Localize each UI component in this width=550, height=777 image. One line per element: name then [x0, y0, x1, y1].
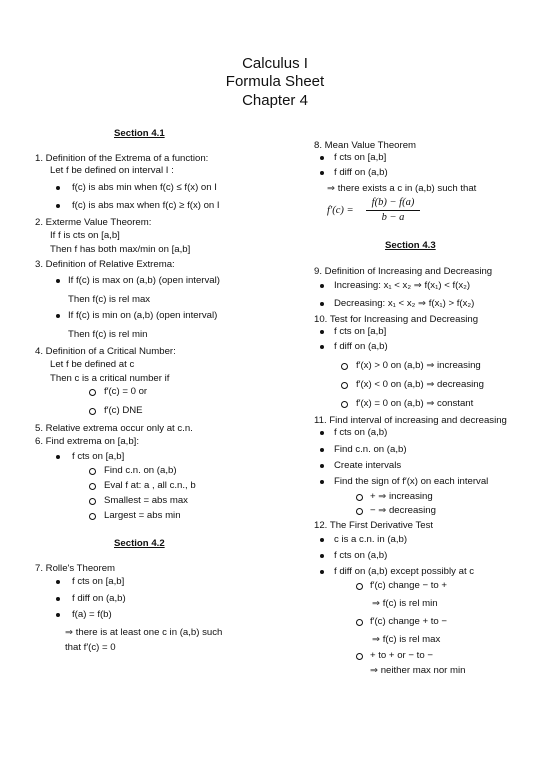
item-1a: Let f be defined on interval I : [50, 165, 174, 176]
circle-bullet-icon [341, 401, 348, 408]
mvt-formula-lhs: f′(c) = [327, 205, 354, 216]
item-9a: Increasing: x₁ < x₂ ⇒ f(x₁) < f(x₂) [334, 280, 471, 291]
item-4b: Then c is a critical number if [50, 373, 170, 384]
item-12e: ⇒ f(c) is rel min [372, 598, 438, 609]
item-6d: Smallest = abs max [104, 495, 188, 506]
section-4-2-heading: Section 4.2 [114, 538, 165, 549]
item-12d: f′(c) change − to + [370, 580, 447, 591]
item-11e: + ⇒ increasing [370, 491, 433, 502]
bullet-icon [320, 156, 324, 160]
item-5: 5. Relative extrema occur only at c.n. [35, 423, 193, 434]
bullet-icon [320, 570, 324, 574]
item-2b: Then f has both max/min on [a,b] [50, 244, 191, 255]
item-11b: Find c.n. on (a,b) [334, 444, 407, 455]
section-4-3-heading: Section 4.3 [385, 240, 436, 251]
bullet-icon [56, 314, 60, 318]
item-12a: c is a c.n. in (a,b) [334, 534, 408, 545]
item-9b: Decreasing: x₁ < x₂ ⇒ f(x₁) > f(x₂) [334, 298, 475, 309]
item-2: 2. Exterme Value Theorem: [35, 217, 152, 228]
title-line-1: Calculus I [242, 55, 308, 72]
title-line-3: Chapter 4 [242, 92, 308, 109]
section-4-1-heading: Section 4.1 [114, 128, 165, 139]
item-4a: Let f be defined at c [50, 359, 135, 370]
item-2a: If f is cts on [a,b] [50, 230, 120, 241]
bullet-icon [56, 186, 60, 190]
item-10c: f′(x) > 0 on (a,b) ⇒ increasing [356, 360, 481, 371]
item-11a: f cts on (a,b) [334, 427, 388, 438]
bullet-icon [56, 597, 60, 601]
bullet-icon [320, 538, 324, 542]
item-1c: f(c) is abs max when f(c) ≥ f(x) on I [72, 200, 220, 211]
item-4d: f′(c) DNE [104, 405, 143, 416]
item-8c: ⇒ there exists a c in (a,b) such that [327, 183, 477, 194]
title-line-2: Formula Sheet [225, 73, 325, 90]
item-7: 7. Rolle's Theorem [35, 563, 116, 574]
item-3: 3. Definition of Relative Extrema: [35, 259, 175, 270]
item-11: 11. Find interval of increasing and decreasing [314, 415, 507, 426]
item-10e: f′(x) = 0 on (a,b) ⇒ constant [356, 398, 474, 409]
item-6e: Largest = abs min [104, 510, 181, 521]
circle-bullet-icon [89, 513, 96, 520]
item-4: 4. Definition of a Critical Number: [35, 346, 176, 357]
item-12g: ⇒ f(c) is rel max [372, 634, 441, 645]
bullet-icon [320, 330, 324, 334]
circle-bullet-icon [356, 619, 363, 626]
circle-bullet-icon [89, 408, 96, 415]
circle-bullet-icon [341, 382, 348, 389]
fraction-bar [366, 210, 420, 211]
bullet-icon [56, 613, 60, 617]
item-6: 6. Find extrema on [a,b]: [35, 436, 139, 447]
circle-bullet-icon [89, 468, 96, 475]
circle-bullet-icon [356, 583, 363, 590]
item-3d: Then f(c) is rel min [68, 329, 148, 340]
item-7c: f(a) = f(b) [72, 609, 112, 620]
item-3a: If f(c) is max on (a,b) (open interval) [68, 275, 220, 286]
item-12b: f cts on (a,b) [334, 550, 388, 561]
item-7e: that f′(c) = 0 [65, 642, 116, 653]
item-6b: Find c.n. on (a,b) [104, 465, 177, 476]
item-8: 8. Mean Value Theorem [314, 140, 417, 151]
item-1: 1. Definition of the Extrema of a function: [35, 153, 209, 164]
item-8a: f cts on [a,b] [334, 152, 387, 163]
bullet-icon [320, 302, 324, 306]
item-3c: If f(c) is min on (a,b) (open interval) [68, 310, 218, 321]
item-10: 10. Test for Increasing and Decreasing [314, 314, 479, 325]
circle-bullet-icon [89, 498, 96, 505]
item-12i: ⇒ neither max nor min [370, 665, 466, 676]
circle-bullet-icon [356, 508, 363, 515]
bullet-icon [320, 431, 324, 435]
item-4c: f′(c) = 0 or [104, 386, 148, 397]
circle-bullet-icon [356, 494, 363, 501]
bullet-icon [320, 448, 324, 452]
item-12c: f diff on (a,b) except possibly at c [334, 566, 475, 577]
bullet-icon [56, 580, 60, 584]
item-11d: Find the sign of f′(x) on each interval [334, 476, 489, 487]
bullet-icon [320, 480, 324, 484]
bullet-icon [320, 345, 324, 349]
bullet-icon [56, 455, 60, 459]
item-12h: + to + or − to − [370, 650, 433, 661]
bullet-icon [320, 284, 324, 288]
bullet-icon [56, 204, 60, 208]
circle-bullet-icon [356, 653, 363, 660]
bullet-icon [320, 554, 324, 558]
item-3b: Then f(c) is rel max [68, 294, 151, 305]
item-1b: f(c) is abs min when f(c) ≤ f(x) on I [72, 182, 217, 193]
item-9: 9. Definition of Increasing and Decreasing [314, 266, 493, 277]
bullet-icon [320, 464, 324, 468]
item-7d: ⇒ there is at least one c in (a,b) such [65, 627, 223, 638]
item-8b: f diff on (a,b) [334, 167, 388, 178]
item-7a: f cts on [a,b] [72, 576, 125, 587]
item-7b: f diff on (a,b) [72, 593, 126, 604]
item-12f: f′(c) change + to − [370, 616, 447, 627]
item-10a: f cts on [a,b] [334, 326, 387, 337]
item-6a: f cts on [a,b] [72, 451, 125, 462]
item-10d: f′(x) < 0 on (a,b) ⇒ decreasing [356, 379, 484, 390]
item-10b: f diff on (a,b) [334, 341, 388, 352]
circle-bullet-icon [341, 363, 348, 370]
bullet-icon [56, 279, 60, 283]
circle-bullet-icon [89, 389, 96, 396]
mvt-formula-denominator: b − a [381, 212, 405, 223]
bullet-icon [320, 171, 324, 175]
item-11f: − ⇒ decreasing [370, 505, 436, 516]
item-6c: Eval f at: a , all c.n., b [104, 480, 196, 491]
item-11c: Create intervals [334, 460, 402, 471]
circle-bullet-icon [89, 483, 96, 490]
mvt-formula-numerator: f(b) − f(a) [371, 197, 415, 208]
item-12: 12. The First Derivative Test [314, 520, 434, 531]
